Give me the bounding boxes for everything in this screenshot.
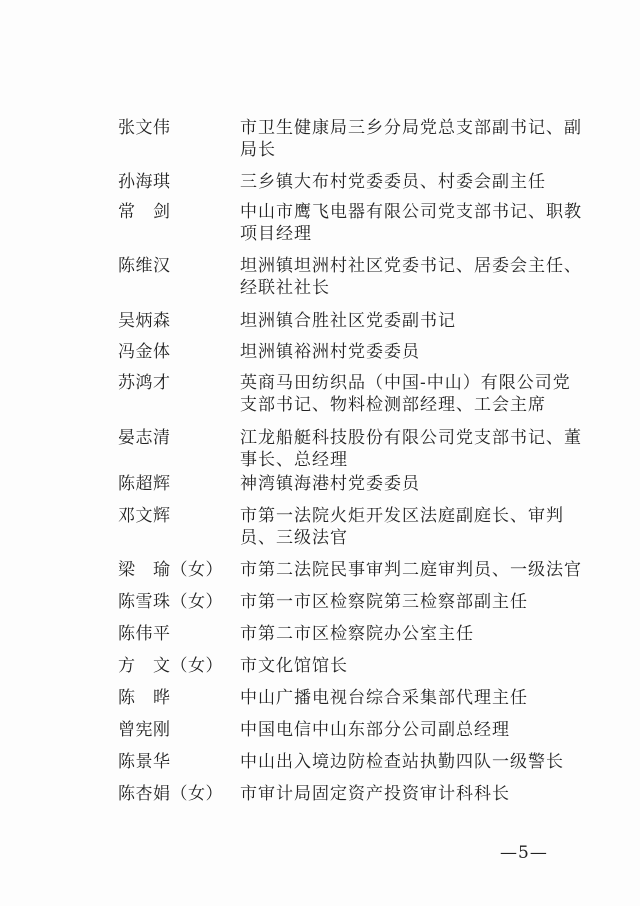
person-role: 市第二法院民事审判二庭审判员、一级法官 (240, 560, 582, 580)
person-role: 三乡镇大布村党委委员、村委会副主任 (240, 172, 546, 192)
person-name: 苏鸿才 (118, 373, 171, 393)
person-name: 陈景华 (118, 752, 171, 772)
personnel-list (118, 117, 588, 815)
person-name: 邓文辉 (118, 506, 171, 526)
person-role: 坦洲镇裕洲村党委委员 (240, 342, 420, 362)
list-item (118, 623, 588, 655)
person-name: 冯金体 (118, 342, 171, 362)
list-item (118, 591, 588, 623)
person-role: 神湾镇海港村党委委员 (240, 474, 420, 494)
list-item (118, 117, 588, 171)
person-role: 坦洲镇合胜社区党委副书记 (240, 311, 456, 331)
person-role: 市卫生健康局三乡分局党总支部副书记、副局长 (240, 118, 582, 160)
person-role: 英商马田纺织品（中国-中山）有限公司党支部书记、物料检测部经理、工会主席 (240, 373, 571, 415)
person-role: 中山市鹰飞电器有限公司党支部书记、职教项目经理 (240, 202, 582, 244)
person-name: 孙海琪 (118, 172, 171, 192)
list-item (118, 783, 588, 815)
person-role: 中山广播电视台综合采集部代理主任 (240, 688, 528, 708)
list-item (118, 255, 588, 310)
list-item (118, 719, 588, 751)
person-role: 市审计局固定资产投资审计科科长 (240, 784, 510, 804)
person-name: 陈雪珠（女） (118, 592, 223, 612)
list-item (118, 559, 588, 591)
list-item (118, 687, 588, 719)
person-name: 方 文（女） (118, 656, 223, 676)
person-role: 中山出入境边防检查站执勤四队一级警长 (240, 752, 564, 772)
person-name: 张文伟 (118, 118, 171, 138)
person-name: 陈伟平 (118, 624, 171, 644)
person-name: 梁 瑜（女） (118, 560, 223, 580)
list-item (118, 341, 588, 372)
list-item (118, 310, 588, 341)
list-item (118, 751, 588, 783)
list-item (118, 171, 588, 201)
person-name: 吴炳森 (118, 311, 171, 331)
person-name: 陈超辉 (118, 474, 171, 494)
person-role: 市第一法院火炬开发区法庭副庭长、审判员、三级法官 (240, 506, 564, 548)
page-number: —5— (500, 843, 548, 863)
person-name: 曾宪刚 (118, 720, 171, 740)
list-item (118, 473, 588, 505)
person-name: 常 剑 (118, 202, 171, 222)
person-role: 市第二市区检察院办公室主任 (240, 624, 474, 644)
person-role: 中国电信中山东部分公司副总经理 (240, 720, 510, 740)
list-item (118, 372, 588, 427)
person-name: 陈 晔 (118, 688, 171, 708)
person-role: 江龙船艇科技股份有限公司党支部书记、董事长、总经理 (240, 428, 582, 470)
list-item (118, 655, 588, 687)
list-item (118, 201, 588, 255)
person-name: 晏志清 (118, 428, 171, 448)
person-role: 坦洲镇坦洲村社区党委书记、居委会主任、经联社社长 (240, 256, 582, 298)
person-role: 市文化馆馆长 (240, 656, 348, 676)
person-name: 陈杏娟（女） (118, 784, 223, 804)
person-name: 陈维汉 (118, 256, 171, 276)
person-role: 市第一市区检察院第三检察部副主任 (240, 592, 528, 612)
list-item (118, 505, 588, 559)
list-item (118, 427, 588, 473)
